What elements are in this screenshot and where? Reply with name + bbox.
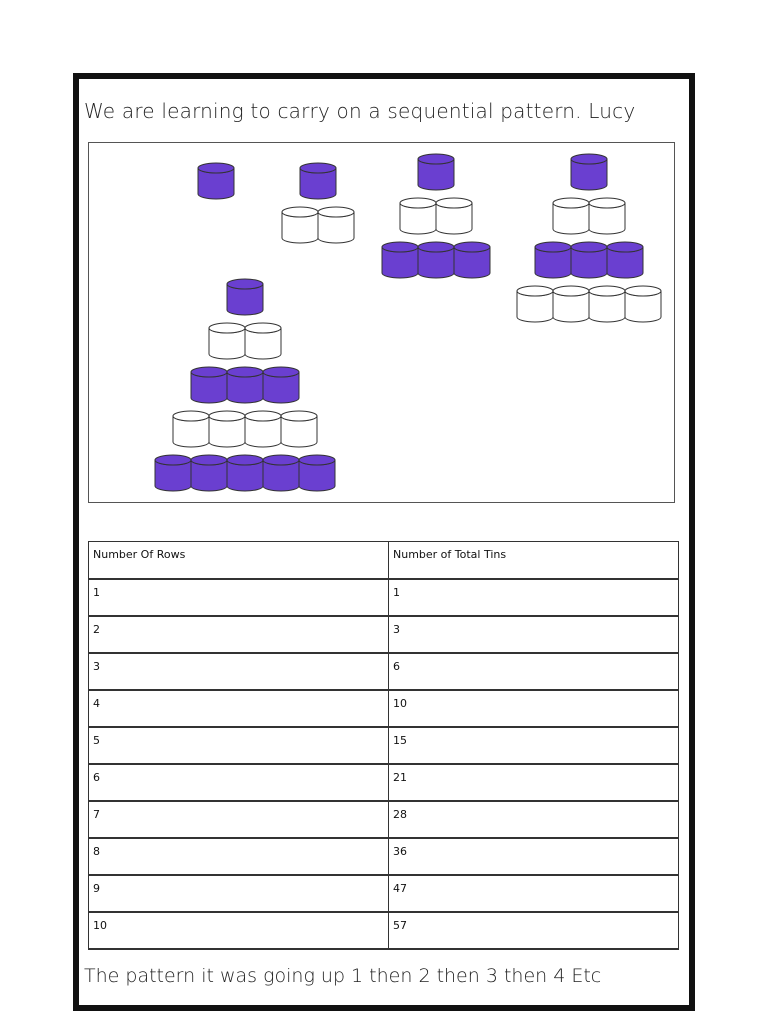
total-tins-cell: 3 bbox=[389, 616, 679, 653]
table-header-cell: Number of Total Tins bbox=[389, 542, 679, 579]
white-tin bbox=[318, 207, 354, 243]
white-tin bbox=[209, 411, 245, 447]
rows-cell: 9 bbox=[89, 875, 389, 912]
learning-intention: We are learning to carry on a sequential pattern. Lucy bbox=[84, 99, 636, 123]
table-row bbox=[89, 727, 679, 764]
total-tins-cell: 1 bbox=[389, 579, 679, 616]
white-tin bbox=[173, 411, 209, 447]
rows-cell: 1 bbox=[89, 579, 389, 616]
total-tins-cell: 36 bbox=[389, 838, 679, 875]
purple-tin bbox=[227, 455, 263, 491]
purple-tin bbox=[263, 367, 299, 403]
pattern-conclusion: The pattern it was going up 1 then 2 then 3 then 4 Etc bbox=[84, 965, 602, 987]
purple-tin bbox=[382, 242, 418, 278]
total-tins-cell: 6 bbox=[389, 653, 679, 690]
rows-cell: 2 bbox=[89, 616, 389, 653]
white-tin bbox=[245, 411, 281, 447]
total-tins-cell: 21 bbox=[389, 764, 679, 801]
purple-tin bbox=[418, 242, 454, 278]
rows-cell: 3 bbox=[89, 653, 389, 690]
rows-tins-table bbox=[88, 541, 679, 950]
rows-cell: 8 bbox=[89, 838, 389, 875]
table-row bbox=[89, 801, 679, 838]
purple-tin bbox=[191, 455, 227, 491]
total-tins-cell: 47 bbox=[389, 875, 679, 912]
purple-tin bbox=[418, 154, 454, 190]
table-row bbox=[89, 690, 679, 727]
white-tin bbox=[553, 286, 589, 322]
purple-tin bbox=[571, 154, 607, 190]
rows-cell: 6 bbox=[89, 764, 389, 801]
purple-tin bbox=[535, 242, 571, 278]
white-tin bbox=[282, 207, 318, 243]
white-tin bbox=[209, 323, 245, 359]
total-tins-cell: 28 bbox=[389, 801, 679, 838]
table-row bbox=[89, 653, 679, 690]
purple-tin bbox=[299, 455, 335, 491]
purple-tin bbox=[454, 242, 490, 278]
white-tin bbox=[625, 286, 661, 322]
table-row bbox=[89, 764, 679, 801]
white-tin bbox=[517, 286, 553, 322]
table-header-row bbox=[89, 542, 679, 579]
purple-tin bbox=[191, 367, 227, 403]
rows-cell: 7 bbox=[89, 801, 389, 838]
purple-tin bbox=[227, 279, 263, 315]
table-row bbox=[89, 912, 679, 949]
table-row bbox=[89, 579, 679, 616]
table-header-cell: Number Of Rows bbox=[89, 542, 389, 579]
rows-cell: 5 bbox=[89, 727, 389, 764]
rows-cell: 10 bbox=[89, 912, 389, 949]
purple-tin bbox=[263, 455, 299, 491]
white-tin bbox=[436, 198, 472, 234]
white-tin bbox=[589, 286, 625, 322]
white-tin bbox=[553, 198, 589, 234]
white-tin bbox=[400, 198, 436, 234]
white-tin bbox=[245, 323, 281, 359]
purple-tin bbox=[607, 242, 643, 278]
tin-stacks-figure bbox=[88, 142, 675, 503]
purple-tin bbox=[300, 163, 336, 199]
table-row bbox=[89, 616, 679, 653]
purple-tin bbox=[227, 367, 263, 403]
table-row bbox=[89, 838, 679, 875]
white-tin bbox=[589, 198, 625, 234]
total-tins-cell: 10 bbox=[389, 690, 679, 727]
rows-cell: 4 bbox=[89, 690, 389, 727]
table-row bbox=[89, 875, 679, 912]
total-tins-cell: 15 bbox=[389, 727, 679, 764]
tin-stacks-svg bbox=[89, 143, 676, 504]
total-tins-cell: 57 bbox=[389, 912, 679, 949]
purple-tin bbox=[571, 242, 607, 278]
purple-tin bbox=[198, 163, 234, 199]
purple-tin bbox=[155, 455, 191, 491]
white-tin bbox=[281, 411, 317, 447]
